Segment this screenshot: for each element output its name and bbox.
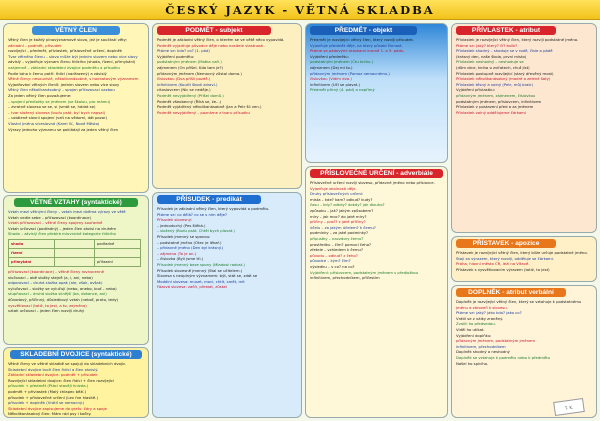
table-cell: přiřazení: [95, 257, 141, 266]
text-line: Podmět všeobecný (Říká se, že...): [157, 98, 222, 104]
text-line: Stojí za výrazem, který rozvíjí, odděluje se čárkami.: [456, 255, 554, 261]
text-line: času – kdy? odkdy? dokdy? jak dlouho?: [310, 202, 385, 208]
table-cell: [95, 248, 141, 257]
text-line: odporovací – druhá složka opak (ale, však, avšak): [8, 280, 103, 286]
text-line: Přívlastek volný oddělujeme čárkami: [456, 109, 526, 115]
text-line: zájmenem (On přišel. Kdo tam je?): [157, 64, 223, 70]
section-title-vetne-vztahy: VĚTNÉ VZTAHY (syntaktické): [14, 198, 138, 207]
text-line: – jednoduchý (Pes štěká.): [157, 222, 206, 228]
text-line: Shoda – závislý člen přebírá mluvnické kategorie řídícího: [8, 231, 116, 237]
table-cell: řízení: [9, 248, 55, 257]
text-line: – spojení předložky se jménem (se školou, pro mámu): [8, 98, 111, 104]
list-prislovecne-urceni: [306, 180, 447, 281]
text-line: infinitivem (Učí se plavat.): [310, 81, 361, 87]
text-line: Zvolili ho předsedou.: [456, 321, 496, 327]
text-line: Vyjádření podmětu:: [157, 53, 195, 59]
text-line: Přívlastek v postavení před a za jménem: [456, 104, 534, 110]
text-line: Podle toho k čemu patří: řídící (nadřazený) a závislý: [8, 70, 107, 76]
text-line: Doplněk shodný a neshodný: [456, 349, 510, 355]
text-line: zájmenem (Dej mi to.): [310, 64, 353, 70]
text-line: podstatným jménem (Matka vaří.): [157, 59, 222, 65]
text-line: Vyjadřuje předmět děje, na který působí činnost.: [310, 42, 403, 48]
panel-vetny-clen: [3, 23, 149, 193]
section-title-vetny-clen: VĚTNÝ ČLEN: [32, 26, 120, 35]
text-line: Ptáme se: kdo? co? (1. pád): [157, 48, 210, 54]
text-line: Vyjádření předmětu:: [310, 53, 349, 59]
text-line: podmínky – za jaké podmínky?: [310, 230, 369, 236]
text-line: Vztah vedle sebe – přiřazovací (koordinace): [8, 214, 91, 220]
text-line: Našel ho spícího.: [456, 360, 489, 366]
text-line: původu – odkud? z čeho?: [310, 252, 358, 258]
text-line: Ptáme se: co dělá? co se s ním děje?: [157, 211, 227, 217]
text-line: Vyjadřuje okolnosti děje.: [310, 185, 357, 191]
text-line: Přívlastek shodný – shoduje se v rodě, čísle a pádě: [456, 48, 553, 54]
text-line: citoslovcem (Nic se neděje.): [157, 87, 211, 93]
text-line: jménu a zároveň k slovesu.: [456, 304, 508, 310]
text-line: Větné členy: nesouvislé, několikanásobné, s hodnotovým významem: [8, 76, 139, 82]
text-line: Přívlastek postupně rozvíjející (starý dřevěný most): [456, 70, 554, 76]
section-title-podmet: PODMĚT - subjekt: [157, 26, 271, 35]
text-line: – složený (Budu psát. Chtěl bych plavat.): [157, 228, 235, 234]
text-line: základní – podmět, přísudek: [8, 42, 62, 48]
text-line: Přísudek slovesný:: [157, 217, 192, 223]
table-cell: podřadné: [95, 239, 141, 248]
text-line: Skladební dvojice zapisujeme do grafu: čáry a spoje: [8, 405, 107, 411]
text-line: Ptáme se: jaký? který? čí? kolik?: [456, 42, 518, 48]
text-line: zřetele – vzhledem k čemu?: [310, 247, 363, 253]
text-line: Praha, hlavní město ČR, leží na Vltavě.: [456, 261, 530, 267]
text-line: Přívlastek je rozvíjející větný člen, který rozvíjí podstatné jméno.: [456, 37, 579, 42]
text-line: – zvratné sloveso se se, si (smát se, hádat se): [8, 104, 96, 110]
section-title-prislovecne-urceni: PŘÍSLOVEČNÉ URČENÍ - adverbiále: [310, 169, 443, 178]
text-line: Vztah určovací (podřadný) – jeden člen závisí na druhém: [8, 225, 117, 231]
text-line: podstatným jménem, příslovcem, infinitivem: [456, 98, 542, 104]
text-line: Tvar větného členu – slovo může být jedním slovem nebo více slovy: [8, 53, 138, 59]
text-line: Slovesa s neúplným významem: být, stát se, zdát se: [157, 273, 258, 279]
text-line: infinitivem, přechodníkem: [456, 343, 506, 349]
text-line: podstatným jménem (Čtu knihu.): [310, 59, 374, 65]
text-line: Přístavek je rozvíjející větný člen, který blíže určuje podstatné jméno.: [456, 250, 588, 255]
text-line: přísudek + příslovečné určení (Lev řve hlasitě.): [8, 394, 98, 400]
text-line: vzájemně – základní skladební dvojice podmětu a přísudku: [8, 64, 120, 70]
text-line: stupňovací – druhá složka silnější (ba, dokonce, ani): [8, 291, 107, 297]
text-line: účelu – za jakým účelem? k čemu?: [310, 224, 376, 230]
relations-table: [8, 239, 141, 267]
text-line: Ptáme se pádovými otázkami kromě 1. a 5. pádu.: [310, 48, 405, 54]
text-line: číslovkou (Vidím dva.): [310, 76, 352, 82]
text-line: číslovkou (Dva přišli pozdě.): [157, 76, 211, 82]
text-line: důvodový, příčinný, důsledkový vztah (neboť, proto, tedy): [8, 296, 119, 302]
text-line: – číslovka (Byli jsme tři.): [157, 256, 204, 262]
panel-skladebni-dvojice: [3, 347, 149, 418]
panel-prislovecne-urceni: [305, 166, 448, 418]
panel-podmet: [152, 23, 302, 189]
text-line: způsobu – jak? jakým způsobem?: [310, 207, 374, 213]
text-line: prostředku – čím? pomocí čeho?: [310, 241, 372, 247]
table-cell: shoda: [9, 239, 55, 248]
panel-privlastek: [451, 23, 597, 233]
text-line: Viděl ho utíkat.: [456, 326, 485, 332]
text-line: Přísudek jmenný beze spony (Mladost radost.): [157, 261, 245, 267]
text-line: Podmět vyjadřuje původce děje nebo nositele vlastnosti.: [157, 42, 265, 48]
text-line: Přívlastek neshodný – neshoduje se: [456, 59, 524, 65]
text-line: Doplněk se vztahuje k podmětu nebo k předmětu: [456, 354, 551, 360]
text-line: Větný člen několikanásobný – spojen přiřazovací vazbou: [8, 87, 115, 93]
list-prisudek: [153, 206, 301, 290]
table-cell: [55, 257, 95, 266]
text-line: Výrazy jednoho významu se pokládají za jeden větný člen: [8, 126, 119, 132]
text-line: původce – kým? čím?: [310, 258, 351, 264]
text-line: přípustky – navzdory čemu?: [310, 235, 364, 241]
text-line: – ustálené slovní spojení (vzít na vědomí, dát pozor): [8, 115, 108, 121]
text-line: infinitivem, přechodníkem, příčestím: [310, 275, 380, 281]
table-cell: přimykání: [9, 257, 55, 266]
table-row: [9, 239, 141, 248]
list-podmet: [153, 37, 301, 115]
section-title-privlastek: PŘÍVLASTEK - atribut: [456, 26, 556, 35]
text-line: Podmět vyjádřený několikanásobně (Jan a Petr šli ven.): [157, 104, 262, 110]
list-vetny-clen: [4, 37, 148, 132]
panel-pristavek: [451, 236, 597, 282]
text-line: místa – kde? kam? odkud? kudy?: [310, 196, 373, 202]
list-vetne-vztahy: [4, 209, 148, 237]
section-title-prisudek: PŘÍSUDEK - predikát: [157, 195, 261, 204]
section-title-predmet: PŘEDMĚT - objekt: [310, 26, 417, 35]
text-line: Vyjadřování větných členů: jedním slovem nebo více slovy: [8, 81, 120, 87]
text-line: Přívlastek několikanásobný (modré a zelené šaty): [456, 76, 551, 82]
text-line: (krásný den, naše škola, první místo): [456, 53, 527, 59]
text-line: Podmět nevyjádřený (Přišel domů.): [157, 92, 224, 98]
text-line: Rozvíjející skladební dvojice: člen řídící + člen rozvíjející: [8, 377, 115, 383]
text-line: Přísudek jmenný se sponou:: [157, 233, 211, 239]
text-line: Druhy příslovečných určení:: [310, 191, 364, 197]
text-line: příčiny – proč? z jaké příčiny?: [310, 219, 366, 225]
text-line: závislý – vyjadřuje význam členu řídícího (shoda, řízení, přimykání): [8, 59, 136, 65]
text-line: Podmět je základní větný člen, o kterém se ve větě něco vypovídá.: [157, 37, 285, 42]
list-pristavek: [452, 250, 596, 272]
text-line: Vrátil se z války zraněný.: [456, 315, 504, 321]
page-title-bar: [0, 0, 600, 20]
text-line: Základní skladební dvojice: podmět + přísudek: [8, 372, 98, 378]
text-line: infinitivem (Kouřit škodí zdraví.): [157, 81, 218, 87]
panel-vetne-vztahy: [3, 195, 149, 345]
text-line: Vztah přiřazovací – větné členy spojeny souřadně: [8, 220, 103, 226]
text-line: Vyjádření: příslovcem, podstatným jménem s předložkou: [310, 269, 419, 275]
text-line: Skladební dvojice tvoří člen řídící a člen závislý.: [8, 366, 99, 372]
page-title: ČESKÝ JAZYK - VĚTNÁ SKLADBA: [165, 2, 435, 17]
text-line: přídavným jménem, zájmenem, číslovkou: [456, 92, 536, 98]
section-title-skladebni-dvojice: SKLADEBNÍ DVOJICE (syntaktické): [10, 350, 142, 359]
text-line: přísudek + doplněk (Vrátil se nemocný.): [8, 400, 85, 406]
text-line: podmět + přívlastek (Malý chlapec běží.): [8, 388, 87, 394]
text-line: Přísudek slovesně jmenný (Stal se učitelem.): [157, 267, 243, 273]
table-row: [9, 248, 141, 257]
text-line: (dům otce, kniha o zvířatech, chuť jíst): [456, 64, 530, 70]
text-line: Příslovečné určení rozvíjí sloveso, přídavné jméno nebo příslovce.: [310, 180, 435, 185]
text-line: rozvíjející – předmět, přívlastek, příslovečné určení, doplněk: [8, 48, 123, 54]
text-line: Ptáme se: jaký? jako kdo? jako co?: [456, 310, 522, 316]
library-sticker: T. K.: [553, 398, 585, 416]
text-line: přídavným jménem (Nemocný zůstal doma.): [157, 70, 242, 76]
text-line: Přívlastek těsný a volný (Petr, můj bratr): [456, 81, 533, 87]
text-line: míry – jak moc? do jaké míry?: [310, 213, 367, 219]
text-line: Za jeden větný člen považujeme:: [8, 92, 72, 98]
text-line: – přídavné jméno (Den byl krásný.): [157, 245, 224, 251]
text-line: Vlastní jména víceslovná (Karel IV., Nové Město): [8, 120, 100, 126]
text-line: Doplněk je rozvíjející větný člen, který se vztahuje k podstatnému: [456, 299, 582, 304]
panel-prisudek: [152, 192, 302, 418]
text-line: přídavným jménem, podstatným jménem: [456, 338, 536, 344]
text-line: Podmět nevyjádřený – poznáme z tvaru přísudku: [157, 109, 250, 115]
text-line: Vztah mezi větnými členy – vztah mezi dvěma výrazy ve větě: [8, 209, 126, 214]
text-line: Přísudek je základní větný člen, který vypovídá o podmětu.: [157, 206, 270, 211]
panel-predmet: [305, 23, 448, 163]
text-line: – tvar složený slovesa (budu psát, byl bych napsal): [8, 109, 106, 115]
text-line: Předmět přímý (4. pád) a nepřímý: [310, 87, 375, 93]
text-line: Fázová slovesa: začít, přestat, zůstat: [157, 284, 227, 290]
text-line: vylučovací – složky se vylučují (nebo, anebo, buď – nebo): [8, 285, 117, 291]
list-predmet: [306, 37, 447, 93]
text-line: Předmět je rozvíjející větný člen, který rozvíjí přísudek.: [310, 37, 414, 42]
text-line: slučovací – obě složky stejně (a, i, ani, nebo): [8, 274, 93, 280]
list-doplnek: [452, 299, 596, 366]
text-line: Větné členy ve větné skladbě se spojují do skladebních dvojic.: [8, 361, 127, 366]
list-vetne-vztahy-tail: [4, 269, 148, 314]
table-cell: [55, 248, 95, 257]
table-row: [9, 257, 141, 266]
text-line: Vyjádření přívlastku:: [456, 87, 495, 93]
text-line: Modální slovesa: muset, moci, chtít, smět, mít: [157, 278, 245, 284]
text-line: – zájmeno (To je on.): [157, 250, 197, 256]
list-privlastek: [452, 37, 596, 115]
text-line: vysvětlovací (totiž, to jest, a to, zejména): [8, 302, 87, 308]
section-title-doplnek: DOPLNĚK - atribut verbální: [456, 288, 566, 297]
table-cell: [55, 239, 95, 248]
text-line: přísudek + předmět (Ptáci stavějí hnízda.): [8, 383, 89, 389]
text-line: přídavným jménem (Pomoz nemocnému.): [310, 70, 390, 76]
text-line: Vyjádření doplňku:: [456, 332, 492, 338]
text-line: Větný člen je každý plnovýznamové slovo, jež je součástí věty:: [8, 37, 127, 42]
text-line: Přístavek s vysvětlovacím výrazem (totiž, to jest): [456, 266, 550, 272]
text-line: – podstatné jméno (Otec je lékař.): [157, 239, 222, 245]
text-line: vztah určovací – jeden člen rozvíjí druhý: [8, 308, 85, 314]
text-line: výsledku – v co? na co?: [310, 263, 355, 269]
text-line: Několikanásobný člen: Mám rád psy i kočky.: [8, 411, 92, 417]
section-title-pristavek: PŘÍSTAVEK - apozice: [456, 239, 556, 248]
list-skladebni-dvojice: [4, 361, 148, 417]
text-line: přiřazovací (koordinace) – větné členy rovnocenné: [8, 268, 104, 274]
